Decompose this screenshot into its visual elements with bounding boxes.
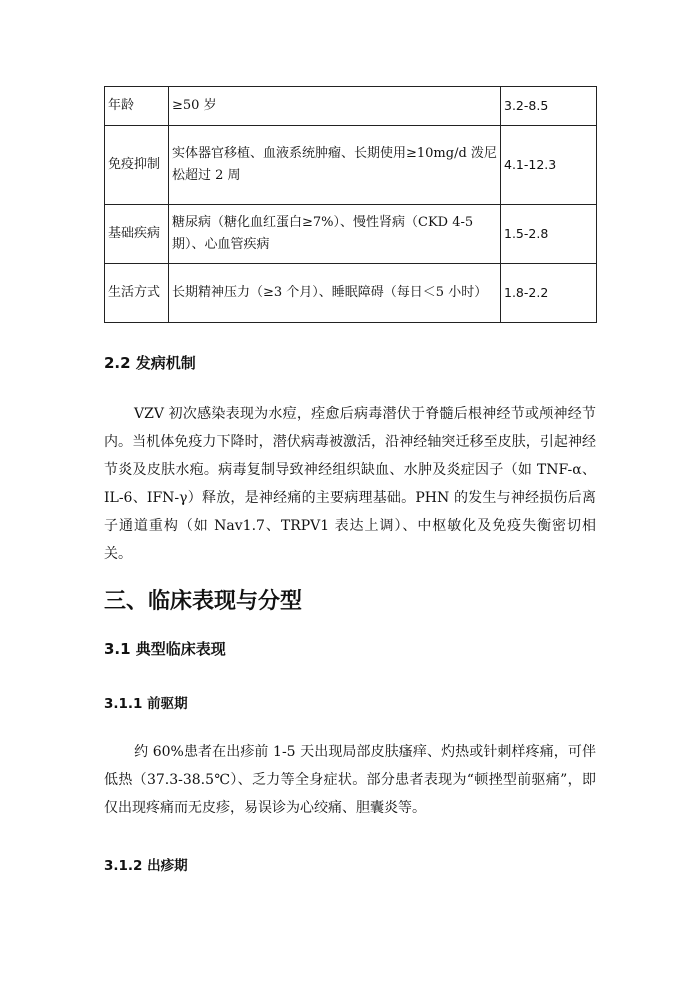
description-cell: 长期精神压力（≥3 个月）、睡眠障碍（每日＜5 小时） xyxy=(169,264,501,323)
description-cell: ≥50 岁 xyxy=(169,87,501,126)
or-range-cell: 3.2-8.5 xyxy=(501,87,597,126)
or-range-cell: 1.8-2.2 xyxy=(501,264,597,323)
table-row xyxy=(105,264,597,323)
table-row xyxy=(105,87,597,126)
table-row xyxy=(105,126,597,205)
prodromal-paragraph xyxy=(104,738,596,822)
section-heading-3-1-2: 3.1.2 出疹期 xyxy=(104,858,188,874)
mechanism-paragraph xyxy=(104,400,596,568)
section-heading-3: 三、临床表现与分型 xyxy=(104,589,303,614)
table-row xyxy=(105,205,597,264)
prodromal-paragraph-text: 约 60%患者在出疹前 1-5 天出现局部皮肤瘙痒、灼热或针刺样疼痛，可伴低热（37.3-38.5℃）、乏力等全身症状。部分患者表现为“顿挫型前驱痛”，即仅出现疼痛而无皮疹，易误诊为心绞痛、胆囊炎等。 xyxy=(104,744,596,816)
description-cell: 实体器官移植、血液系统肿瘤、长期使用≥10mg/d 泼尼松超过 2 周 xyxy=(169,126,501,205)
risk-factor-table xyxy=(104,86,597,323)
factor-cell: 基础疾病 xyxy=(105,205,169,264)
description-cell: 糖尿病（糖化血红蛋白≥7%）、慢性肾病（CKD 4-5 期）、心血管疾病 xyxy=(169,205,501,264)
or-range-cell: 1.5-2.8 xyxy=(501,205,597,264)
factor-cell: 免疫抑制 xyxy=(105,126,169,205)
mechanism-paragraph-text: VZV 初次感染表现为水痘，痊愈后病毒潜伏于脊髓后根神经节或颅神经节内。当机体免疫力下降时，潜伏病毒被激活，沿神经轴突迁移至皮肤，引起神经节炎及皮肤水疱。病毒复制导致神经组织缺血、水肿及炎症因子（如 TNF-α、IL-6、IFN-γ）释放，是神经痛的主要病理基础。PHN 的发生与神经损伤后离子通道重构（如 Nav1.7、TRPV1 表达上调）、中枢敏化及免疫失衡密切相关。 xyxy=(104,406,596,562)
factor-cell: 年龄 xyxy=(105,87,169,126)
factor-cell: 生活方式 xyxy=(105,264,169,323)
section-heading-2-2: 2.2 发病机制 xyxy=(104,354,196,372)
section-heading-3-1-1: 3.1.1 前驱期 xyxy=(104,696,188,712)
section-heading-3-1: 3.1 典型临床表现 xyxy=(104,640,226,658)
or-range-cell: 4.1-12.3 xyxy=(501,126,597,205)
